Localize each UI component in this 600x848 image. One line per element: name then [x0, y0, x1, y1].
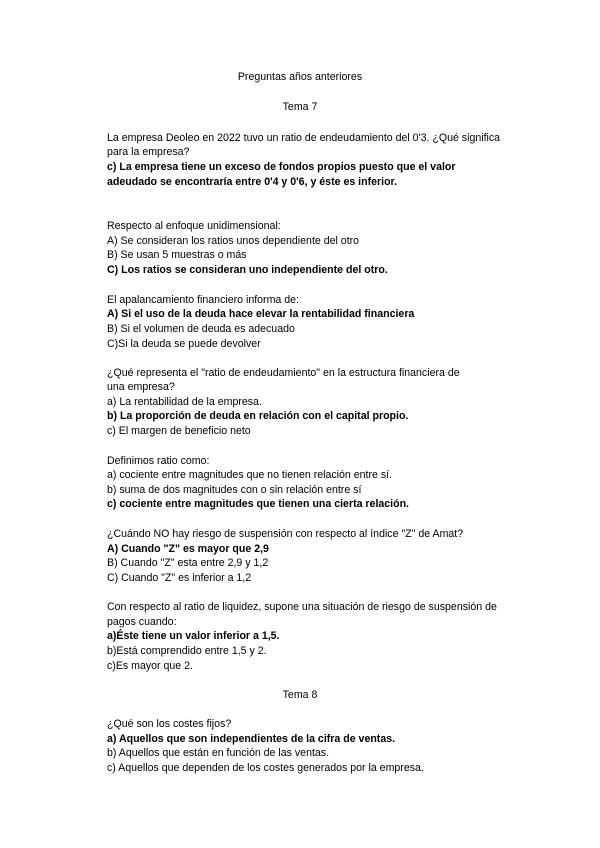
answer-option: B) Cuando "Z" esta entre 2,9 y 1,2	[107, 557, 269, 569]
answer-option: A) Se consideran los ratios unos dependiente del otro	[107, 235, 360, 247]
section-heading: Tema 7	[282, 101, 318, 113]
question-text: El apalancamiento financiero informa de:	[107, 294, 299, 306]
answer-option: a) La rentabilidad de la empresa.	[107, 396, 262, 408]
answer-option: a) cociente entre magnitudes que no tienen relación entre sí.	[107, 469, 393, 481]
question-text: ¿Qué representa el "ratio de endeudamiento" en la estructura financiera de	[107, 367, 460, 379]
answer-option: a) Aquellos que son independientes de la cifra de ventas.	[107, 733, 396, 745]
question-text: Respecto al enfoque unidimensional:	[107, 220, 281, 232]
answer-option: c)Es mayor que 2.	[107, 660, 193, 672]
answer-option: c) La empresa tiene un exceso de fondos propios puesto que el valor	[107, 161, 456, 173]
answer-option: c) cociente entre magnitudes que tienen una cierta relación.	[107, 498, 410, 510]
answer-option: adeudado se encontraría entre 0'4 y 0'6, y éste es inferior.	[107, 176, 398, 188]
answer-option: A) Si el uso de la deuda hace elevar la rentabilidad financiera	[107, 308, 415, 320]
question-text: ¿Cuándo NO hay riesgo de suspensión con respecto al índice "Z" de Amat?	[107, 528, 464, 540]
section-heading: Tema 8	[282, 689, 318, 701]
answer-option: b) Aquellos que están en función de las ventas.	[107, 747, 330, 759]
answer-option: B) Se usan 5 muestras o más	[107, 249, 247, 261]
question-text: Con respecto al ratio de liquidez, supone una situación de riesgo de suspensión de	[107, 601, 497, 613]
answer-option: A) Cuando "Z" es mayor que 2,9	[107, 543, 269, 555]
answer-option: b)Está comprendido entre 1,5 y 2.	[107, 645, 267, 657]
answer-option: C) Los ratios se consideran uno independiente del otro.	[107, 264, 388, 276]
answer-option: C) Cuando "Z" es inferior a 1,2	[107, 572, 252, 584]
answer-option: b) suma de dos magnitudes con o sin relación entre sí	[107, 484, 362, 496]
question-text: ¿Qué son los costes fijos?	[107, 718, 232, 730]
question-text: pagos cuando:	[107, 616, 177, 628]
question-text: La empresa Deoleo en 2022 tuvo un ratio de endeudamiento del 0'3. ¿Qué significa	[107, 132, 501, 144]
question-text: una empresa?	[107, 381, 175, 393]
answer-option: b) La proporción de deuda en relación con el capital propio.	[107, 410, 409, 422]
question-text: Definimos ratio como:	[107, 455, 210, 467]
answer-option: B) Si el volumen de deuda es adecuado	[107, 323, 295, 335]
answer-option: c) El margen de beneficio neto	[107, 425, 251, 437]
answer-option: C)Si la deuda se puede devolver	[107, 338, 261, 350]
document-title: Preguntas años anteriores	[237, 71, 363, 83]
question-text: para la empresa?	[107, 146, 190, 158]
answer-option: c) Aquellos que dependen de los costes generados por la empresa.	[107, 762, 424, 774]
answer-option: a)Éste tiene un valor inferior a 1,5.	[107, 630, 280, 642]
